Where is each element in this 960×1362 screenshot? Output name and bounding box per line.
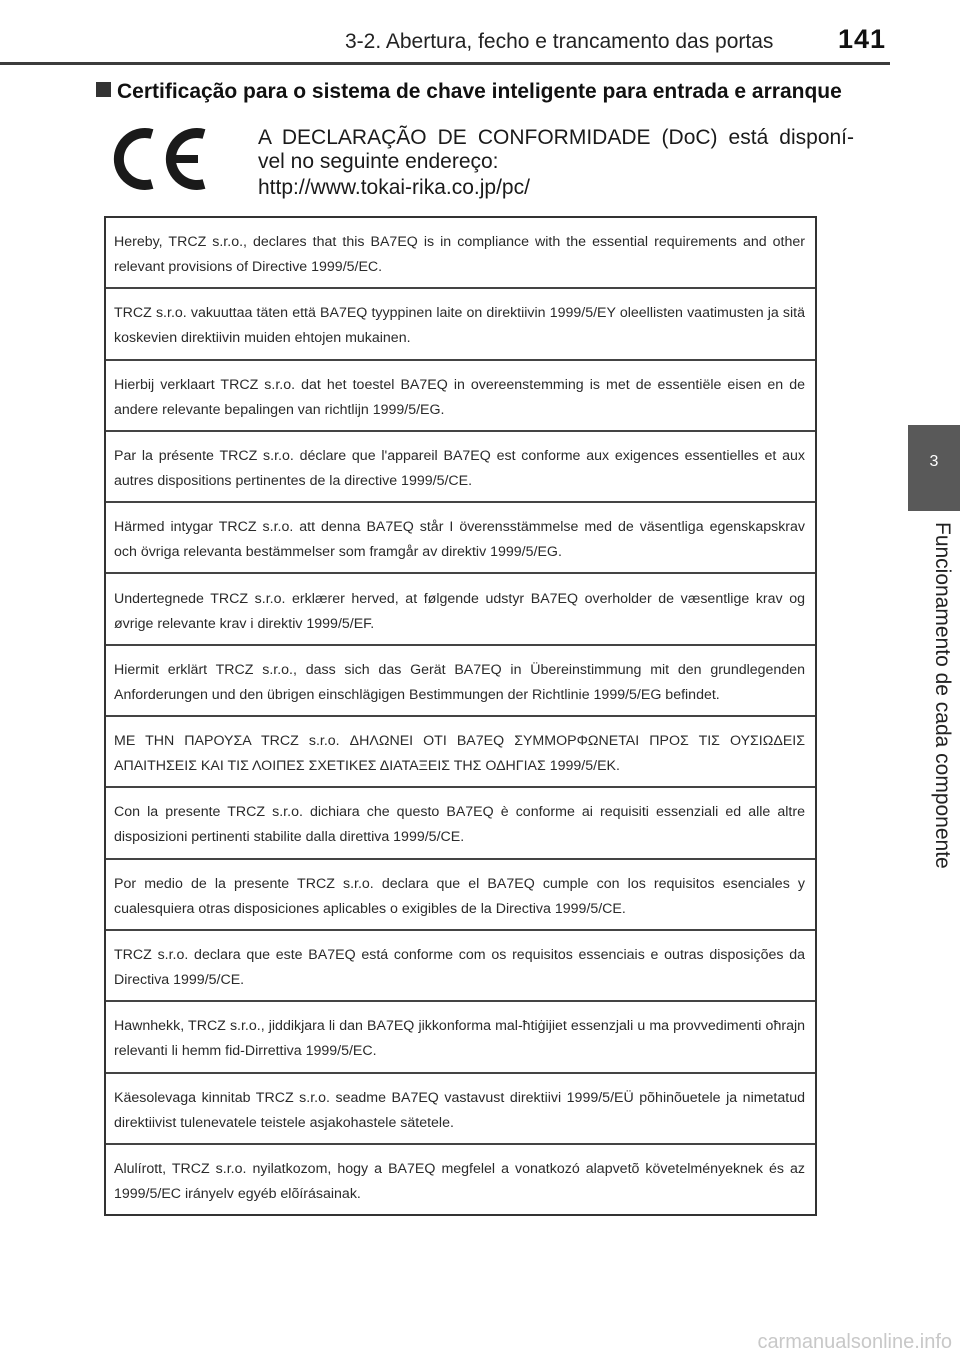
certification-text: Hiermit erklärt TRCZ s.r.o., dass sich das Gerät BA7EQ in Übereinstimmung mit den grundlegenden Anforderungen und den übrigen einschlägigen Bestimmungen der Richtlinie 1999/5/EG befindet. bbox=[114, 661, 805, 703]
certification-text: TRCZ s.r.o. declara que este BA7EQ está conforme com os requisitos essenciais e outras disposições da Directiva 1999/5/CE. bbox=[114, 947, 805, 988]
certification-row-hu bbox=[106, 1145, 815, 1216]
certification-text: Con la presente TRCZ s.r.o. dichiara che questo BA7EQ è conforme ai requisiti essenziali ed alle altre disposizioni pertinenti stabilite dalla direttiva 1999/5/CE. bbox=[114, 804, 805, 846]
section-title bbox=[96, 80, 842, 104]
certification-row-et bbox=[106, 1074, 815, 1145]
declaration-paragraph: A DECLARAÇÃO DE CONFORMIDADE (DoC) está disponí- vel no seguinte endereço: bbox=[258, 126, 854, 173]
certification-text: Par la présente TRCZ s.r.o. déclare que l'appareil BA7EQ est conforme aux exigences essentielles et aux autres dispositions pertinentes de la directive 1999/5/CE. bbox=[114, 447, 805, 489]
certification-row-mt bbox=[106, 1002, 815, 1073]
certification-text: TRCZ s.r.o. vakuuttaa täten että BA7EQ tyyppinen laite on direktiivin 1999/5/EY oleellisten vaatimusten ja sitä koskevien direktiivin muiden ehtojen mukainen. bbox=[114, 305, 805, 347]
chapter-tab[interactable]: 3 bbox=[908, 425, 960, 511]
certification-row-en bbox=[106, 218, 815, 289]
certification-text: Hierbij verklaart TRCZ s.r.o. dat het toestel BA7EQ in overeenstemming is met de essentiële eisen en de andere relevante bepalingen van richtlijn 1999/5/EG. bbox=[114, 376, 805, 418]
page-number: 141 bbox=[838, 24, 887, 54]
certification-row-de bbox=[106, 646, 815, 717]
certification-row-nl bbox=[106, 361, 815, 432]
header-section-title: 3-2. Abertura, fecho e trancamento das portas bbox=[345, 30, 774, 53]
certification-row-fr bbox=[106, 432, 815, 503]
certification-text: Härmed intygar TRCZ s.r.o. att denna BA7EQ står I överensstämmelse med de väsentliga egenskapskrav och övriga relevanta bestämmelser som framgår av direktiv 1999/5/EG. bbox=[114, 519, 805, 561]
certification-row-pt bbox=[106, 931, 815, 1002]
watermark: carmanualsonline.info bbox=[757, 1331, 952, 1353]
header-divider bbox=[0, 62, 890, 65]
certification-table bbox=[104, 216, 817, 1216]
certification-row-es bbox=[106, 860, 815, 931]
certification-row-da bbox=[106, 575, 815, 646]
declaration-text bbox=[258, 126, 854, 174]
certification-text: Hawnhekk, TRCZ s.r.o., jiddikjara li dan BA7EQ jikkonforma mal-ħtiġijiet essenzjali u ma provvedimenti oħrajn relevanti li hemm fid-Dirrettiva 1999/5/EC. bbox=[114, 1018, 805, 1060]
chapter-label: Funcionamento de cada componente bbox=[931, 522, 954, 869]
certification-row-sv bbox=[106, 503, 815, 574]
certification-text: Alulírott, TRCZ s.r.o. nyilatkozom, hogy a BA7EQ megfelel a vonatkozó alapvetõ követelményeknek és az 1999/5/EC irányelv egyéb elõírásainak. bbox=[114, 1160, 805, 1202]
square-bullet-icon bbox=[96, 82, 111, 97]
certification-row-el bbox=[106, 717, 815, 788]
certification-text: Hereby, TRCZ s.r.o., declares that this BA7EQ is in compliance with the essential requirements and other relevant provisions of Directive 1999/5/EC. bbox=[114, 234, 805, 275]
certification-text: Por medio de la presente TRCZ s.r.o. declara que el BA7EQ cumple con los requisitos esenciales y cualesquiera otras disposiciones aplicables o exigibles de la Directiva 1999/5/CE. bbox=[114, 875, 805, 917]
certification-text: Undertegnede TRCZ s.r.o. erklærer herved, at følgende udstyr BA7EQ overholder de væsentlige krav og øvrige relevante krav i direktiv 1999/5/EF. bbox=[114, 590, 805, 632]
certification-text: Käesolevaga kinnitab TRCZ s.r.o. seadme BA7EQ vastavust direktiivi 1999/5/EÜ põhinõuetele ja nimetatud direktiivist tulenevatele teistele asjakohastele sätetele. bbox=[114, 1089, 805, 1131]
ce-mark-icon bbox=[108, 126, 208, 192]
certification-row-fi bbox=[106, 289, 815, 360]
declaration-url[interactable]: http://www.tokai-rika.co.jp/pc/ bbox=[258, 176, 530, 199]
certification-row-it bbox=[106, 788, 815, 859]
section-title-text: Certificação para o sistema de chave inteligente para entrada e arranque bbox=[117, 80, 842, 103]
certification-text: ΜΕ ΤΗΝ ΠΑΡΟΥΣΑ TRCZ s.r.o. ΔΗΛΩΝΕΙ ΟΤΙ BA7EQ ΣΥΜΜΟΡΦΩΝΕΤΑΙ ΠΡΟΣ ΤΙΣ ΟΥΣΙΩΔΕΙΣ ΑΠΑΙΤΗΣΕΙΣ ΚΑΙ ΤΙΣ ΛΟΙΠΕΣ ΣΧΕΤΙΚΕΣ ΔΙΑΤΑΞΕΙΣ ΤΗΣ ΟΔΗΓΙΑΣ 1999/5/ΕΚ. bbox=[114, 733, 805, 775]
